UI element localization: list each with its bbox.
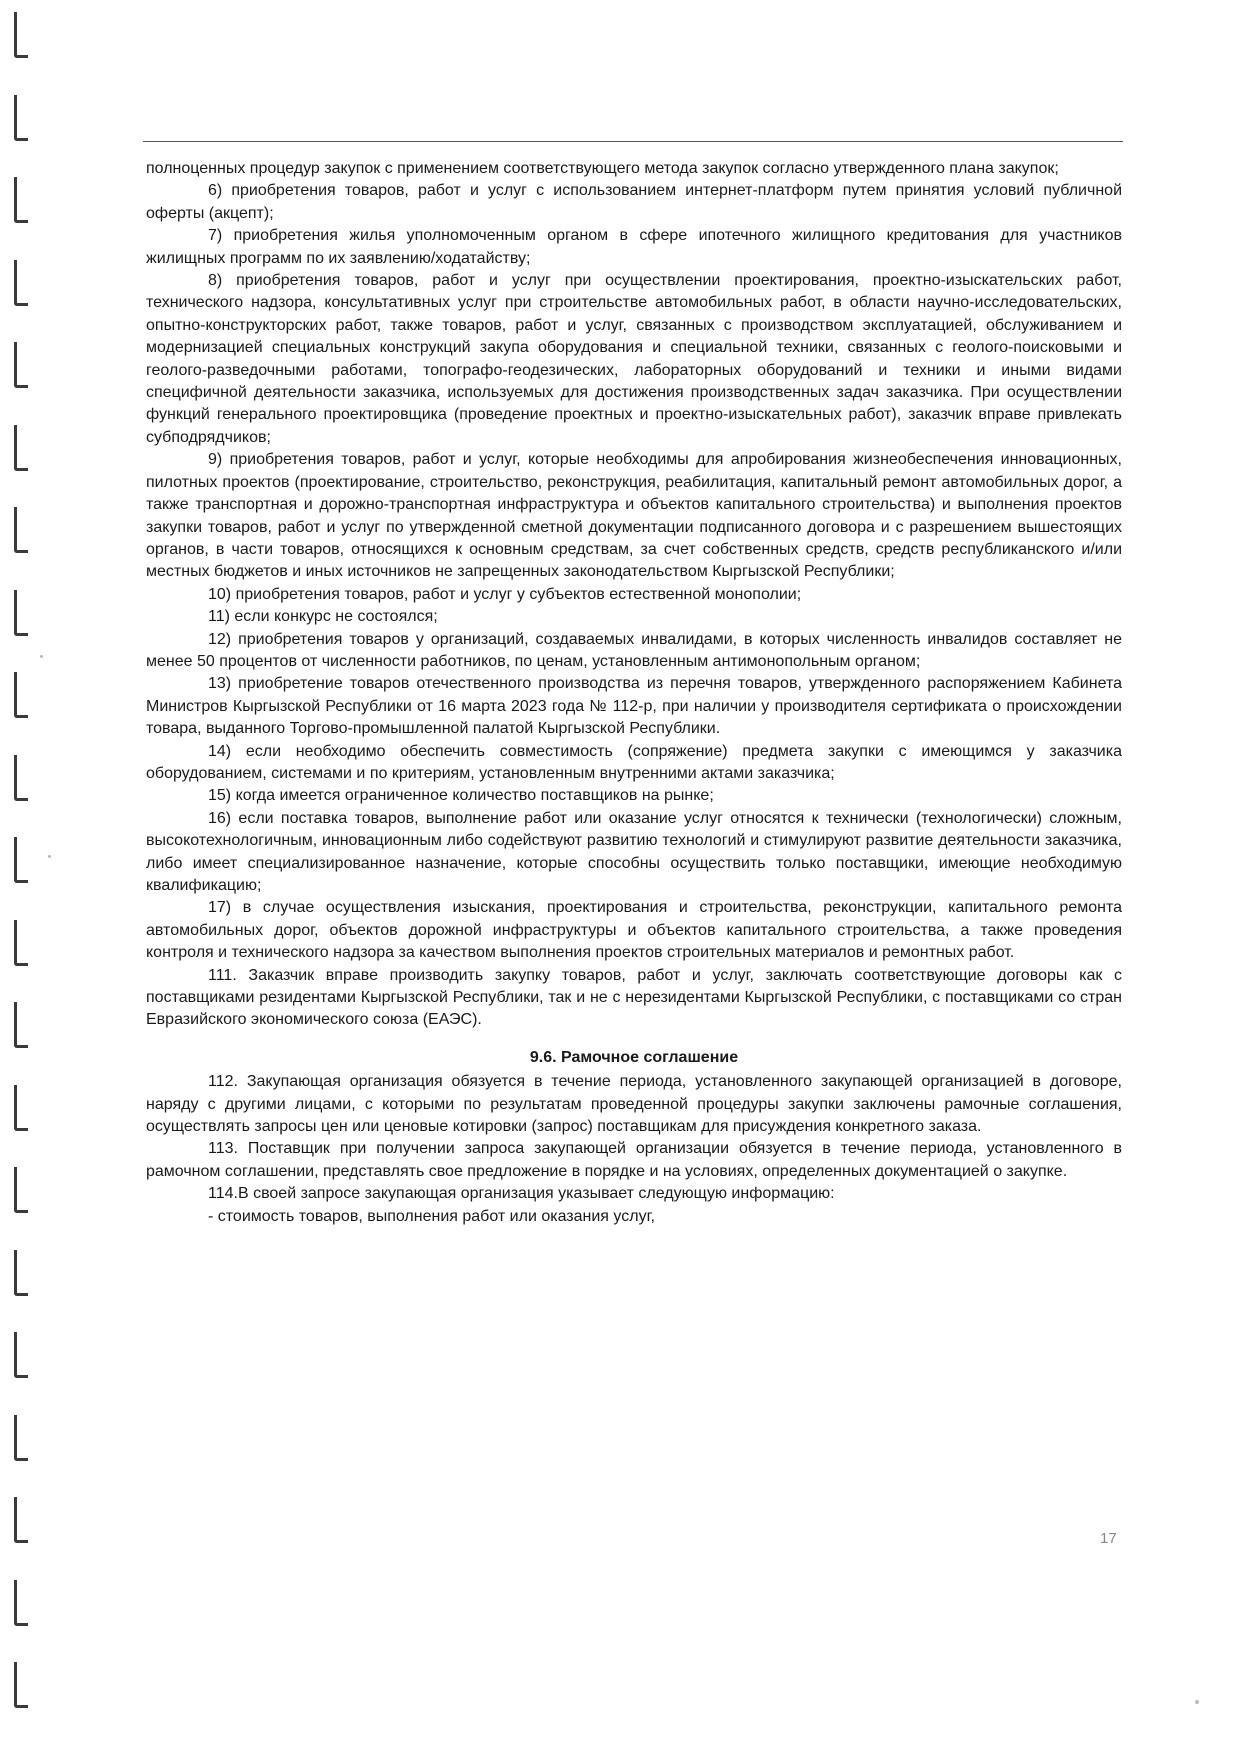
paragraph: 13) приобретение товаров отечественного производства из перечня товаров, утвержденного распоряжением Кабинета Министров Кыргызской Республики от 16 марта 2023 года № 112-р, при наличии у производителя сертификата о происхождении товара, выданного Торгово-промышленной палатой Кыргызской Республики. — [146, 675, 1122, 738]
binding-bracket — [14, 1085, 28, 1131]
page-number: 17 — [1100, 1530, 1117, 1547]
paragraph: полноценных процедур закупок с применением соответствующего метода закупок согласно утвержденного плана закупок; — [146, 160, 1059, 177]
paragraph: 11) если конкурс не состоялся; — [208, 608, 438, 626]
binding-bracket — [14, 920, 28, 966]
paragraph: 111. Заказчик вправе производить закупку товаров, работ и услуг, заключать соответствующие договоры как с поставщиками резидентами Кыргызской Республики, так и не с нерезидентами Кыргызской Республики, с поставщиками со стран Евразийского экономического союза (ЕАЭС). — [146, 966, 1122, 1029]
paragraph: 10) приобретения товаров, работ и услуг у субъектов естественной монополии; — [208, 585, 802, 603]
scan-speck — [40, 655, 43, 658]
paragraph: 8) приобретения товаров, работ и услуг при осуществлении проектирования, проектно-изыскательских работ, технического надзора, консультативных услуг при строительстве автомобильных работ, в области научно-исследовательских, опытно-конструкторских работ, также товаров, работ и услуг, связанных с производством эксплуатацией, обслуживанием и модернизацией специальных конструкций закупа оборудования и специальной техники, связанных с геолого-поисковыми и геолого-разведочными работами, топографо-геодезических, лабораторных оборудований и техники и иными видами специфичной деятельности заказчика, используемых для достижения производственных задач заказчика. При осуществлении функций генерального проектировщика (проведение проектных и проектно-изыскательных работ), заказчик вправе привлекать субподрядчиков; — [146, 272, 1122, 446]
paragraph: - стоимость товаров, выполнения работ или оказания услуг, — [208, 1207, 655, 1225]
scan-speck — [1195, 1700, 1199, 1704]
binding-bracket — [14, 672, 28, 718]
paragraph: 114.В своей запросе закупающая организация указывает следующую информацию: — [208, 1185, 835, 1203]
binding-bracket — [14, 425, 28, 471]
paragraph: 14) если необходимо обеспечить совместимость (сопряжение) предмета закупки с имеющимся у заказчика оборудованием, системами и по критериям, установленным внутренними актами заказчика; — [146, 742, 1122, 782]
binding-bracket — [14, 342, 28, 388]
document-body — [146, 158, 1122, 1228]
binding-bracket — [14, 1002, 28, 1048]
paragraph: 112. Закупающая организация обязуется в течение периода, установленного закупающей организацией в договоре, наряду с другими лицами, с которыми по результатам проведенной процедуры закупки заключены рамочные соглашения, осуществлять запросы цен или ценовые котировки (запрос) поставщикам для присуждения конкретного заказа. — [146, 1073, 1122, 1136]
paragraph: 7) приобретения жилья уполномоченным органом в сфере ипотечного жилищного кредитования для участников жилищных программ по их заявлению/ходатайству; — [146, 227, 1122, 267]
paragraph: 9) приобретения товаров, работ и услуг, которые необходимы для апробирования жизнеобеспечения инновационных, пилотных проектов (проектирование, строительство, реконструкция, реабилитация, капитальный ремонт автомобильных дорог, а также транспортная и дорожно-транспортная инфраструктура и объектов капитального строительства) и выполнения проектов закупки товаров, работ и услуг по утвержденной сметной документации подписанного договора и с разрешением вышестоящих органов, в части товаров, относящихся к основным средствам, за счет собственных средств, средств республиканского и/или местных бюджетов и иных источников не запрещенных законодательством Кыргызской Республики; — [146, 451, 1122, 581]
binding-bracket — [14, 1662, 28, 1708]
scan-speck — [48, 855, 51, 858]
header-rule — [143, 141, 1123, 142]
binding-bracket — [14, 1167, 28, 1213]
binding-bracket — [14, 837, 28, 883]
binding-bracket — [14, 755, 28, 801]
paragraph: 113. Поставщик при получении запроса закупающей организации обязуется в течение периода, установленного в рамочном соглашении, представлять свое предложение в порядке и на условиях, определенных документацией о закупке. — [146, 1140, 1122, 1180]
binding-bracket — [14, 12, 28, 58]
paragraph: 16) если поставка товаров, выполнение работ или оказание услуг относятся к технически (технологически) сложным, высокотехнологичным, инновационным либо содействуют развитию технологий и стимулируют развитие деятельности заказчика, либо имеет специализированное назначение, которые способны осуществить только поставщики, имеющие необходимую квалификацию; — [146, 809, 1122, 894]
binding-bracket — [14, 1497, 28, 1543]
section-heading: 9.6. Рамочное соглашение — [529, 1048, 739, 1066]
binding-bracket — [14, 1250, 28, 1296]
binding-bracket — [14, 1580, 28, 1626]
binding-bracket — [14, 1415, 28, 1461]
binding-bracket — [14, 1332, 28, 1378]
binding-bracket — [14, 95, 28, 141]
paragraph: 6) приобретения товаров, работ и услуг с использованием интернет-платформ путем принятия условий публичной оферты (акцепт); — [146, 182, 1122, 222]
paragraph: 15) когда имеется ограниченное количество поставщиков на рынке; — [208, 787, 714, 805]
binding-bracket — [14, 590, 28, 636]
binding-bracket — [14, 177, 28, 223]
binding-bracket — [14, 507, 28, 553]
paragraph: 17) в случае осуществления изыскания, проектирования и строительства, реконструкции, капитального ремонта автомобильных дорог, объектов дорожной инфраструктуры и объектов капитального строительства, а также проведения контроля и технического надзора за качеством выполнения проектов строительных материалов и ремонтных работ. — [146, 899, 1122, 962]
spiral-binding — [8, 0, 38, 1753]
binding-bracket — [14, 260, 28, 306]
paragraph: 12) приобретения товаров у организаций, создаваемых инвалидами, в которых численность инвалидов составляет не менее 50 процентов от численности работников, по ценам, установленным антимонопольным органом; — [146, 630, 1122, 670]
